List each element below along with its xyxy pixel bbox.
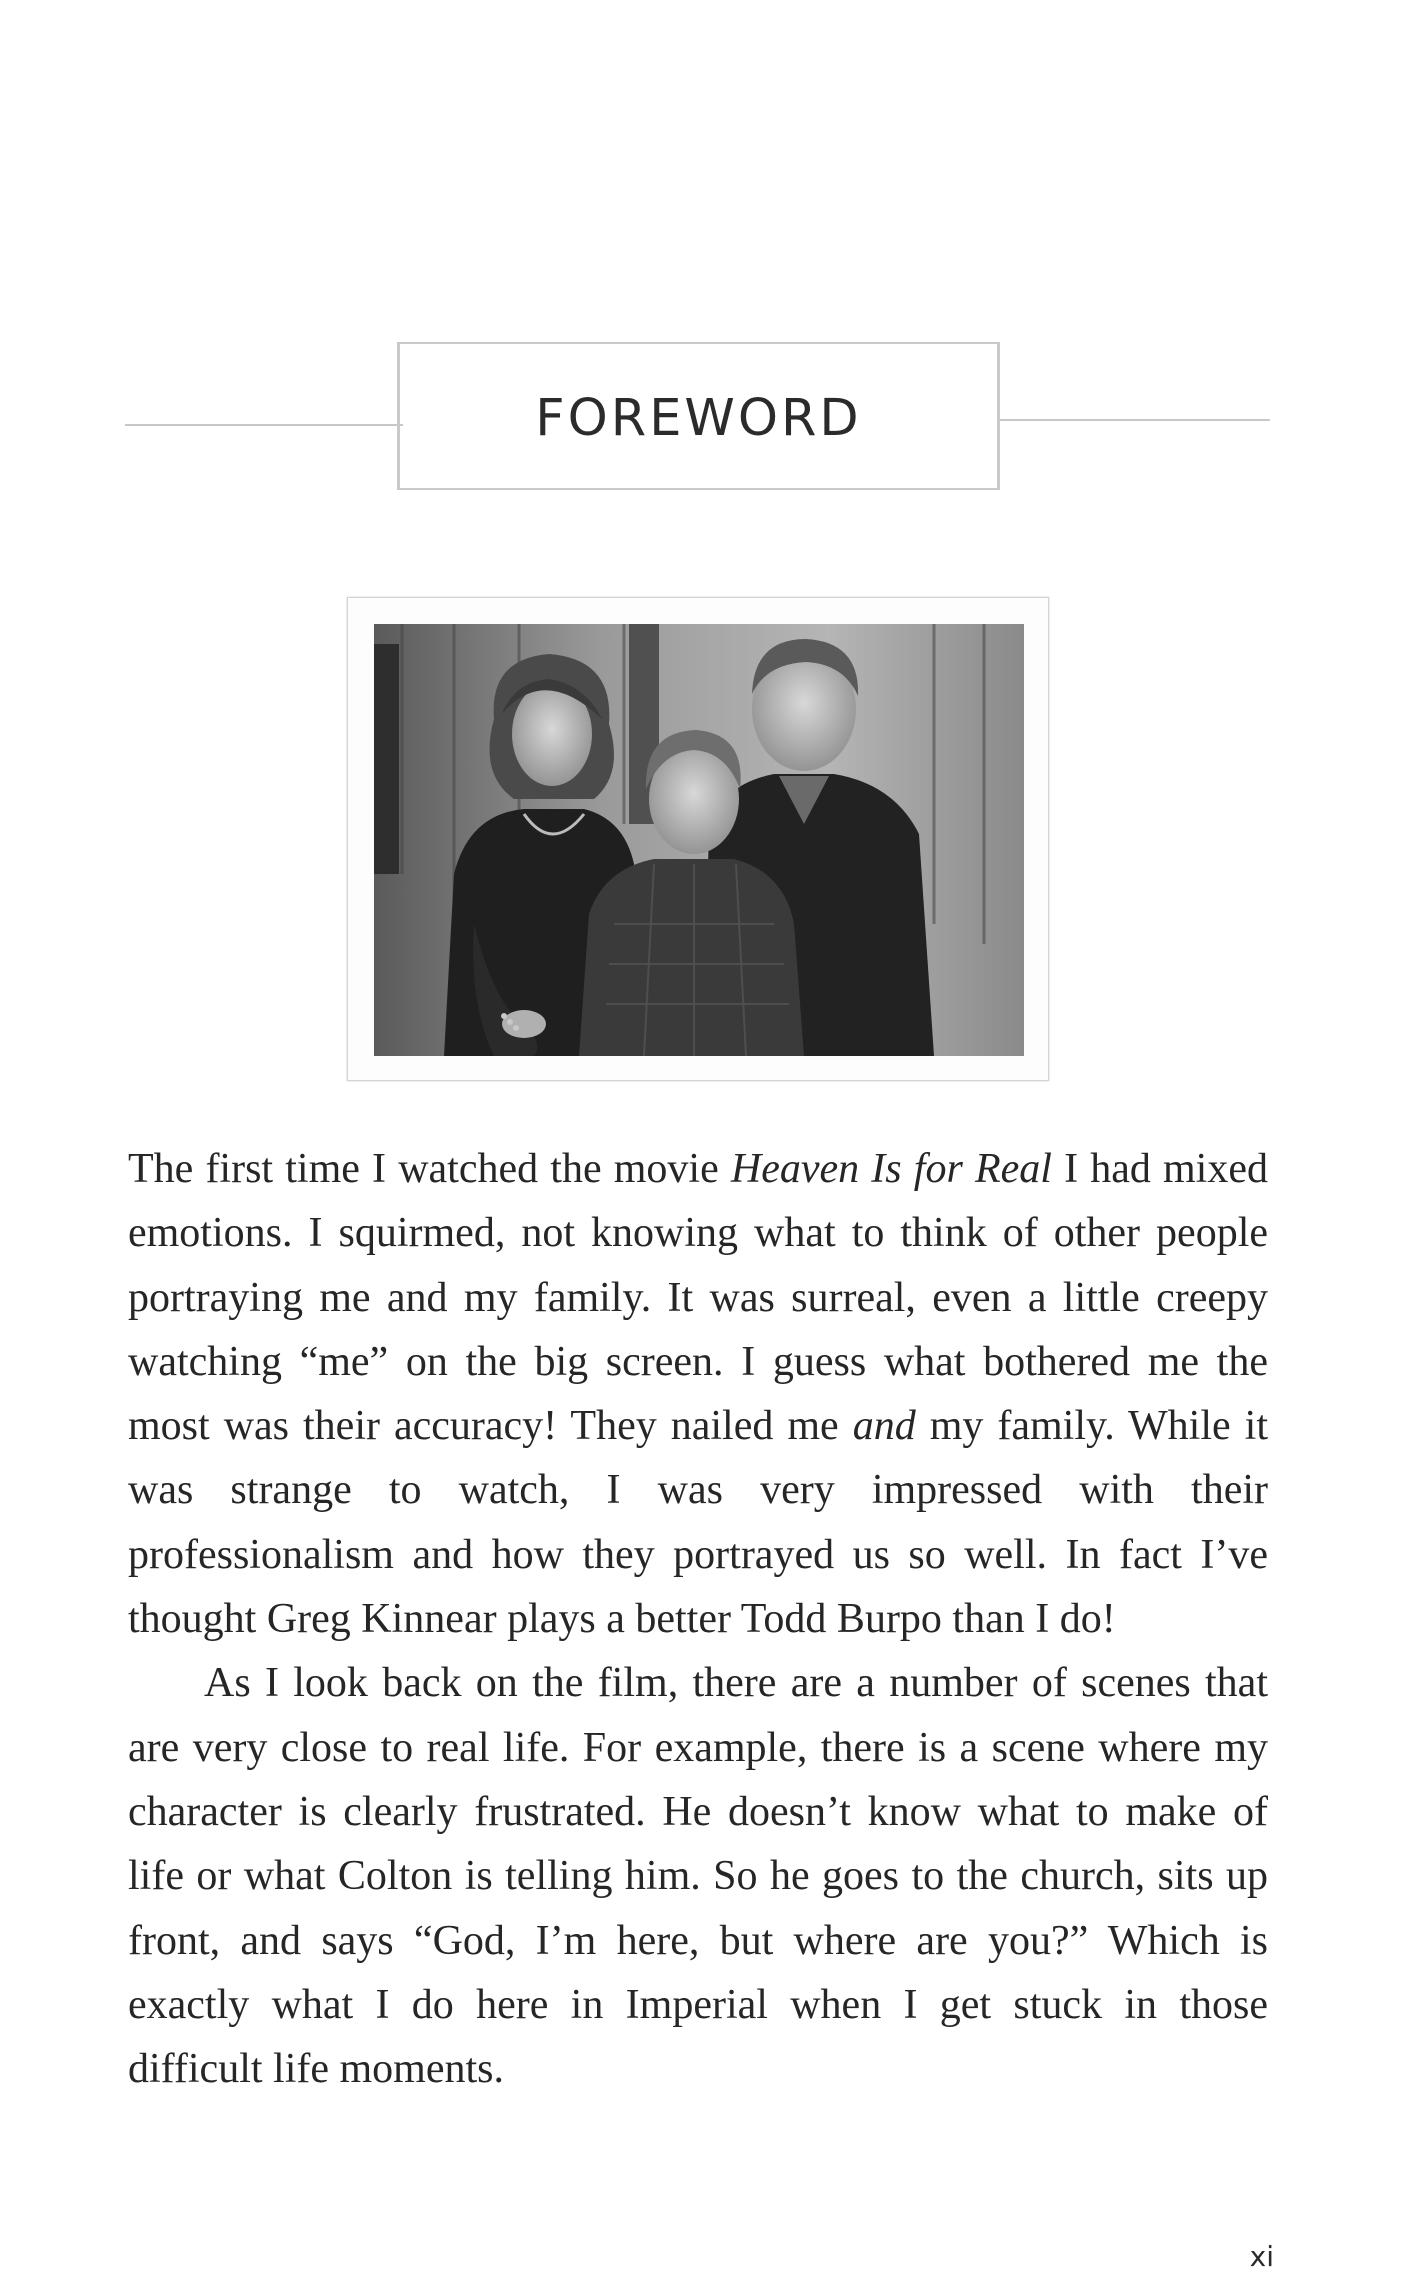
page-number: xi	[1249, 2240, 1274, 2273]
p2-run-1: As I look back on the film, there are a number of scenes that are very close to real life. For example, there is a scene where my character is clearly frustrated. He doesn’t know what to make of life or what Colton is telling him. So he goes to the church, sits up front, and says “God, I’m here, but where are you?” Which is exactly what I do here in Imperial when I get stuck in those difficult life moments.	[128, 1660, 1268, 2093]
body-text	[128, 1137, 1268, 2101]
p1-run-5: my family. While it was strange to watch, I was very impressed with their professionalism and how they portrayed us so well. In fact I’ve thought Greg Kinnear plays a better Todd Burpo than I do!	[128, 1403, 1268, 1643]
p1-run-3: I had mixed emotions. I squirmed, not knowing what to think of other people portraying me and my family. It was surreal, even a little creepy watching “me” on the big screen. I guess what bothered me the most was their accuracy! They nailed me	[128, 1146, 1268, 1450]
chapter-title: FOREWORD	[535, 388, 862, 448]
movie-title: Heaven Is for Real	[730, 1146, 1052, 1192]
paragraph-2	[128, 1651, 1268, 2101]
paragraph-1	[128, 1137, 1268, 1651]
photo-frame	[347, 597, 1049, 1081]
p1-run-1: The first time I watched the movie	[128, 1146, 731, 1192]
header-rule-right	[1000, 419, 1270, 421]
chapter-title-box	[397, 342, 1000, 490]
header-rule-left	[125, 424, 403, 426]
family-photo	[374, 624, 1024, 1056]
emphasis-and: and	[852, 1403, 916, 1450]
